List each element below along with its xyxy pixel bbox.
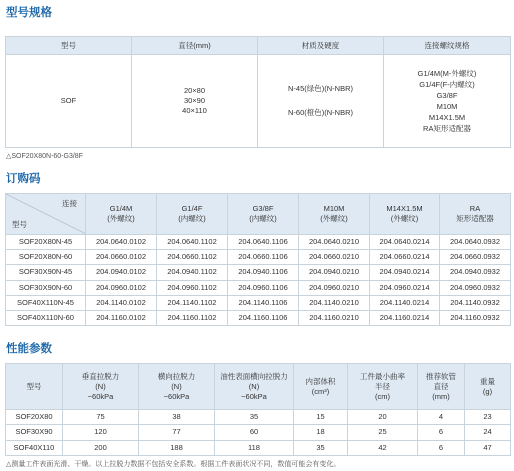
model-spec-title: 型号规格 [6,7,52,19]
perf-col-header: 型号 [6,364,63,410]
perf-cell: 4 [418,410,465,425]
corner-label-connection: 连接 [62,199,77,208]
spec-threads [384,55,511,148]
perf-cell: 6 [418,425,465,440]
order-code: 204.0940.0102 [86,265,157,280]
order-code: 204.1160.1106 [228,310,299,325]
order-code: 204.0660.0102 [86,250,157,265]
order-code: 204.1160.0210 [299,310,370,325]
model-spec-row [6,55,511,148]
order-corner-cell [6,194,86,235]
order-code: 204.0960.1102 [157,280,228,295]
order-code: 204.0940.0210 [299,265,370,280]
order-code: 204.0960.0102 [86,280,157,295]
perf-col-header: 垂直拉脱力 (N) −60kPa [63,364,139,410]
material-value: N-45(绿色)(N-NBR) [288,84,353,93]
order-code: 204.0940.0932 [440,265,511,280]
table-row [6,265,511,280]
perf-cell: SOF30X90 [6,425,63,440]
diameter-value: 40×110 [182,106,207,115]
order-code: 204.0640.0102 [86,235,157,250]
order-code: 204.0960.0932 [440,280,511,295]
spec-model: SOF [6,55,132,148]
order-code: 204.0640.1102 [157,235,228,250]
perf-cell: SOF40X110 [6,440,63,455]
spec-materials [258,55,384,148]
perf-col-header: 横向拉脱力 (N) −60kPa [139,364,215,410]
model-spec-header-row [6,37,511,55]
performance-note: △测量工件表面光滑、干燥。以上拉脱力数据不包括安全系数。根据工件表面状况不同，数值可能会有变化。 [6,461,341,468]
spec-diameters [132,55,258,148]
perf-col-header: 重量 (g) [465,364,511,410]
table-row [6,280,511,295]
order-code: 204.0660.0214 [370,250,440,265]
diameter-value: 20×80 [183,86,206,95]
order-model: SOF30X90N-45 [6,265,86,280]
perf-cell: 47 [465,440,511,455]
order-code-title: 订购码 [6,173,41,185]
order-code: 204.1160.0214 [370,310,440,325]
perf-cell: 60 [215,425,294,440]
order-model: SOF30X90N-60 [6,280,86,295]
perf-cell: 25 [348,425,418,440]
thread-value: RA矩形适配器 [423,124,471,133]
order-code: 204.0640.0210 [299,235,370,250]
order-col-header: M10M (外螺纹) [299,194,370,235]
perf-cell: 23 [465,410,511,425]
order-code-table [5,193,511,326]
perf-cell: 120 [63,425,139,440]
thread-value: G3/8F [436,91,458,100]
order-code: 204.0940.1106 [228,265,299,280]
performance-table [5,363,511,456]
order-code: 204.0640.1106 [228,235,299,250]
order-col-header: G1/4M (外螺纹) [86,194,157,235]
order-code: 204.1140.1106 [228,295,299,310]
performance-header-row [6,364,511,410]
table-row [6,250,511,265]
order-code: 204.0660.1106 [228,250,299,265]
header-model: 型号 [6,37,132,55]
perf-cell: 20 [348,410,418,425]
order-col-header: M14X1.5M (外螺纹) [370,194,440,235]
order-code: 204.0960.0210 [299,280,370,295]
order-col-header: G3/8F (内螺纹) [228,194,299,235]
perf-cell: 24 [465,425,511,440]
order-code: 204.0940.0214 [370,265,440,280]
perf-cell: 18 [294,425,348,440]
thread-value: G1/4M(M-外螺纹) [417,69,477,78]
order-col-header: RA 矩形适配器 [440,194,511,235]
model-spec-example: △SOF20X80N-60-G3/8F [6,153,83,160]
order-code: 204.0960.1106 [228,280,299,295]
model-spec-table [5,36,511,148]
perf-col-header: 推荐软管 直径 (mm) [418,364,465,410]
perf-cell: 188 [139,440,215,455]
order-code-header-row [6,194,511,235]
order-col-header: G1/4F (内螺纹) [157,194,228,235]
performance-title: 性能参数 [6,343,52,355]
perf-cell: 6 [418,440,465,455]
order-model: SOF40X110N-60 [6,310,86,325]
order-code: 204.1140.0214 [370,295,440,310]
order-code: 204.1140.0102 [86,295,157,310]
order-code: 204.1140.0932 [440,295,511,310]
order-code: 204.0640.0214 [370,235,440,250]
order-code: 204.0940.1102 [157,265,228,280]
diameter-value: 30×90 [183,96,206,105]
perf-cell: 118 [215,440,294,455]
perf-cell: SOF20X80 [6,410,63,425]
header-thread: 连接螺纹规格 [384,37,511,55]
table-row [6,295,511,310]
perf-cell: 75 [63,410,139,425]
order-code: 204.1160.1102 [157,310,228,325]
perf-col-header: 工件最小曲率 半径 (cm) [348,364,418,410]
perf-cell: 35 [294,440,348,455]
order-code: 204.1160.0932 [440,310,511,325]
table-row [6,410,511,425]
table-row [6,310,511,325]
thread-value: G1/4F(F-内螺纹) [419,80,475,89]
perf-col-header: 内部体积 (cm³) [294,364,348,410]
order-code: 204.1140.0210 [299,295,370,310]
order-model: SOF20X80N-45 [6,235,86,250]
material-value: N-60(橙色)(N-NBR) [288,108,353,117]
table-row [6,425,511,440]
order-code: 204.0660.0210 [299,250,370,265]
header-material: 材质及硬度 [258,37,384,55]
order-code: 204.0640.0932 [440,235,511,250]
perf-cell: 35 [215,410,294,425]
order-code: 204.1140.1102 [157,295,228,310]
perf-cell: 42 [348,440,418,455]
perf-col-header: 油性表面横向拉脱力 (N) −60kPa [215,364,294,410]
perf-cell: 15 [294,410,348,425]
thread-value: M14X1.5M [428,113,466,122]
order-model: SOF40X110N-45 [6,295,86,310]
thread-value: M10M [436,102,458,111]
table-row [6,235,511,250]
table-row [6,440,511,455]
perf-cell: 77 [139,425,215,440]
order-code: 204.1160.0102 [86,310,157,325]
corner-label-model: 型号 [12,220,27,229]
header-diameter: 直径(mm) [132,37,258,55]
order-code: 204.0660.1102 [157,250,228,265]
order-code: 204.0960.0214 [370,280,440,295]
perf-cell: 200 [63,440,139,455]
order-code: 204.0660.0932 [440,250,511,265]
order-model: SOF20X80N-60 [6,250,86,265]
perf-cell: 38 [139,410,215,425]
